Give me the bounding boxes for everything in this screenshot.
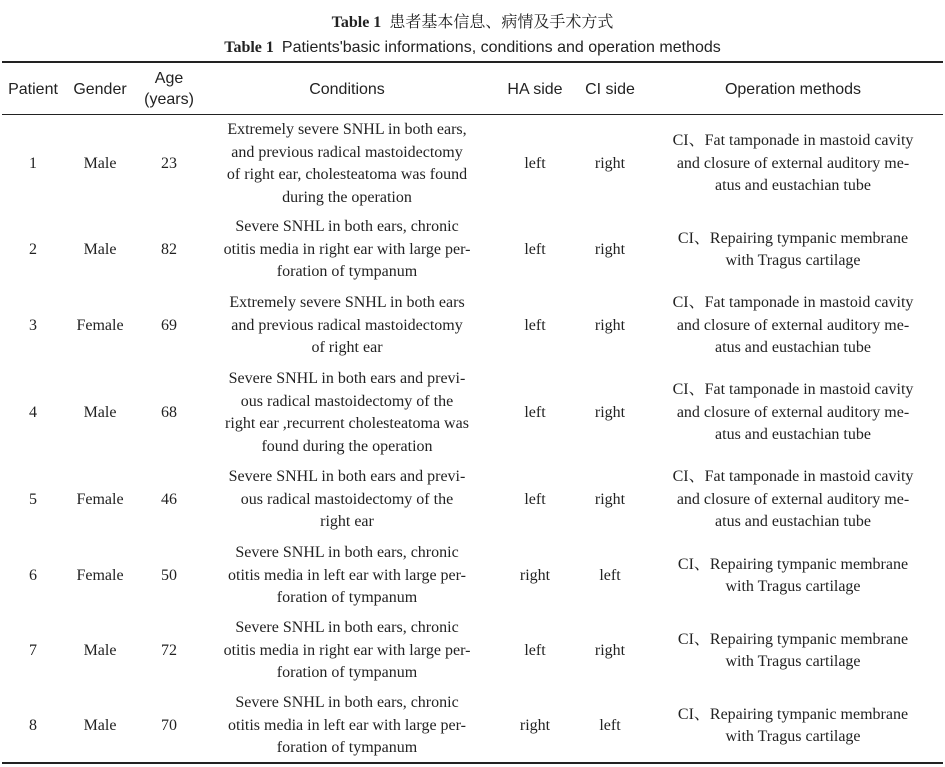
cell-ha-side: left bbox=[524, 316, 546, 334]
cell-operation: CI、Fat tamponade in mastoid cavity and closure of external auditory me- atus and eustachian tube bbox=[672, 381, 914, 444]
cell-age: 23 bbox=[161, 154, 177, 172]
cell-conditions: Severe SNHL in both ears, chronic otitis media in left ear with large per- foration of tympanum bbox=[228, 544, 466, 607]
cell-operation: CI、Fat tamponade in mastoid cavity and closure of external auditory me- atus and eustachian tube bbox=[672, 294, 914, 357]
cell-conditions: Severe SNHL in both ears and previ- ous radical mastoidectomy of the right ear bbox=[228, 468, 466, 531]
cell-ha-side: right bbox=[519, 716, 551, 734]
cell-operation: CI、Fat tamponade in mastoid cavity and closure of external auditory me- atus and eustachian tube bbox=[672, 468, 914, 531]
cell-ha-side: left bbox=[524, 403, 546, 421]
cell-ci-side: right bbox=[594, 240, 626, 258]
cell-ci-side: right bbox=[594, 154, 626, 172]
cell-patient: 4 bbox=[29, 403, 37, 421]
table-caption-chinese bbox=[0, 12, 945, 34]
cell-operation: CI、Fat tamponade in mastoid cavity and closure of external auditory me- atus and eustachian tube bbox=[672, 132, 914, 195]
cell-ci-side: right bbox=[594, 490, 626, 508]
cell-ci-side: left bbox=[599, 566, 621, 584]
header-ci-side: CI side bbox=[585, 80, 635, 98]
cell-gender: Male bbox=[83, 240, 117, 258]
cell-age: 72 bbox=[161, 641, 177, 659]
cell-conditions: Severe SNHL in both ears, chronic otitis media in left ear with large per- foration of tympanum bbox=[228, 694, 466, 757]
cell-age: 50 bbox=[161, 566, 177, 584]
cell-gender: Female bbox=[76, 316, 124, 334]
cell-gender: Male bbox=[83, 403, 117, 421]
header-patient: Patient bbox=[8, 80, 58, 98]
cell-age: 69 bbox=[161, 316, 177, 334]
cell-patient: 3 bbox=[29, 316, 37, 334]
cell-ha-side: left bbox=[524, 154, 546, 172]
caption-label-en: Table 1 bbox=[224, 39, 274, 56]
cell-patient: 8 bbox=[29, 716, 37, 734]
cell-operation: CI、Repairing tympanic membrane with Tragus cartilage bbox=[677, 555, 909, 595]
cell-age: 68 bbox=[161, 403, 177, 421]
cell-gender: Male bbox=[83, 716, 117, 734]
cell-gender: Male bbox=[83, 641, 117, 659]
bottom-rule bbox=[2, 762, 943, 764]
header-operation-methods: Operation methods bbox=[724, 80, 862, 98]
table-caption-english bbox=[0, 37, 945, 59]
header-rule bbox=[2, 114, 943, 115]
cell-ha-side: right bbox=[519, 566, 551, 584]
cell-ci-side: right bbox=[594, 316, 626, 334]
cell-conditions: Severe SNHL in both ears, chronic otitis media in right ear with large per- foration of tympanum bbox=[223, 218, 471, 281]
header-conditions: Conditions bbox=[309, 80, 385, 98]
caption-label-zh: Table 1 bbox=[331, 14, 382, 31]
header-gender: Gender bbox=[73, 80, 127, 98]
cell-operation: CI、Repairing tympanic membrane with Tragus cartilage bbox=[677, 705, 909, 745]
cell-patient: 1 bbox=[29, 154, 37, 172]
header-age: Age (years) bbox=[144, 70, 194, 108]
cell-patient: 6 bbox=[29, 566, 37, 584]
cell-conditions: Extremely severe SNHL in both ears, and previous radical mastoidectomy of right ear, cholesteatoma was found during the operation bbox=[226, 121, 468, 206]
caption-title-zh: 患者基本信息、病情及手术方式 bbox=[389, 14, 614, 31]
top-rule bbox=[2, 61, 943, 63]
cell-conditions: Extremely severe SNHL in both ears and previous radical mastoidectomy of right ear bbox=[229, 294, 465, 357]
cell-operation: CI、Repairing tympanic membrane with Tragus cartilage bbox=[677, 229, 909, 269]
cell-ci-side: left bbox=[599, 716, 621, 734]
caption-title-en: Patients'basic informations, conditions and operation methods bbox=[281, 39, 721, 56]
cell-gender: Male bbox=[83, 154, 117, 172]
cell-ha-side: left bbox=[524, 240, 546, 258]
header-ha-side: HA side bbox=[507, 80, 563, 98]
cell-ci-side: right bbox=[594, 641, 626, 659]
cell-gender: Female bbox=[76, 490, 124, 508]
cell-age: 82 bbox=[161, 240, 177, 258]
cell-operation: CI、Repairing tympanic membrane with Tragus cartilage bbox=[677, 630, 909, 670]
cell-patient: 2 bbox=[29, 240, 37, 258]
cell-conditions: Severe SNHL in both ears and previ- ous radical mastoidectomy of the right ear ,recurrent cholesteatoma was found during the operation bbox=[225, 370, 469, 455]
cell-patient: 7 bbox=[29, 641, 37, 659]
cell-conditions: Severe SNHL in both ears, chronic otitis media in right ear with large per- foration of tympanum bbox=[223, 619, 471, 682]
cell-patient: 5 bbox=[29, 490, 37, 508]
cell-gender: Female bbox=[76, 566, 124, 584]
cell-ha-side: left bbox=[524, 490, 546, 508]
cell-age: 46 bbox=[161, 490, 177, 508]
cell-age: 70 bbox=[161, 716, 177, 734]
cell-ci-side: right bbox=[594, 403, 626, 421]
cell-ha-side: left bbox=[524, 641, 546, 659]
